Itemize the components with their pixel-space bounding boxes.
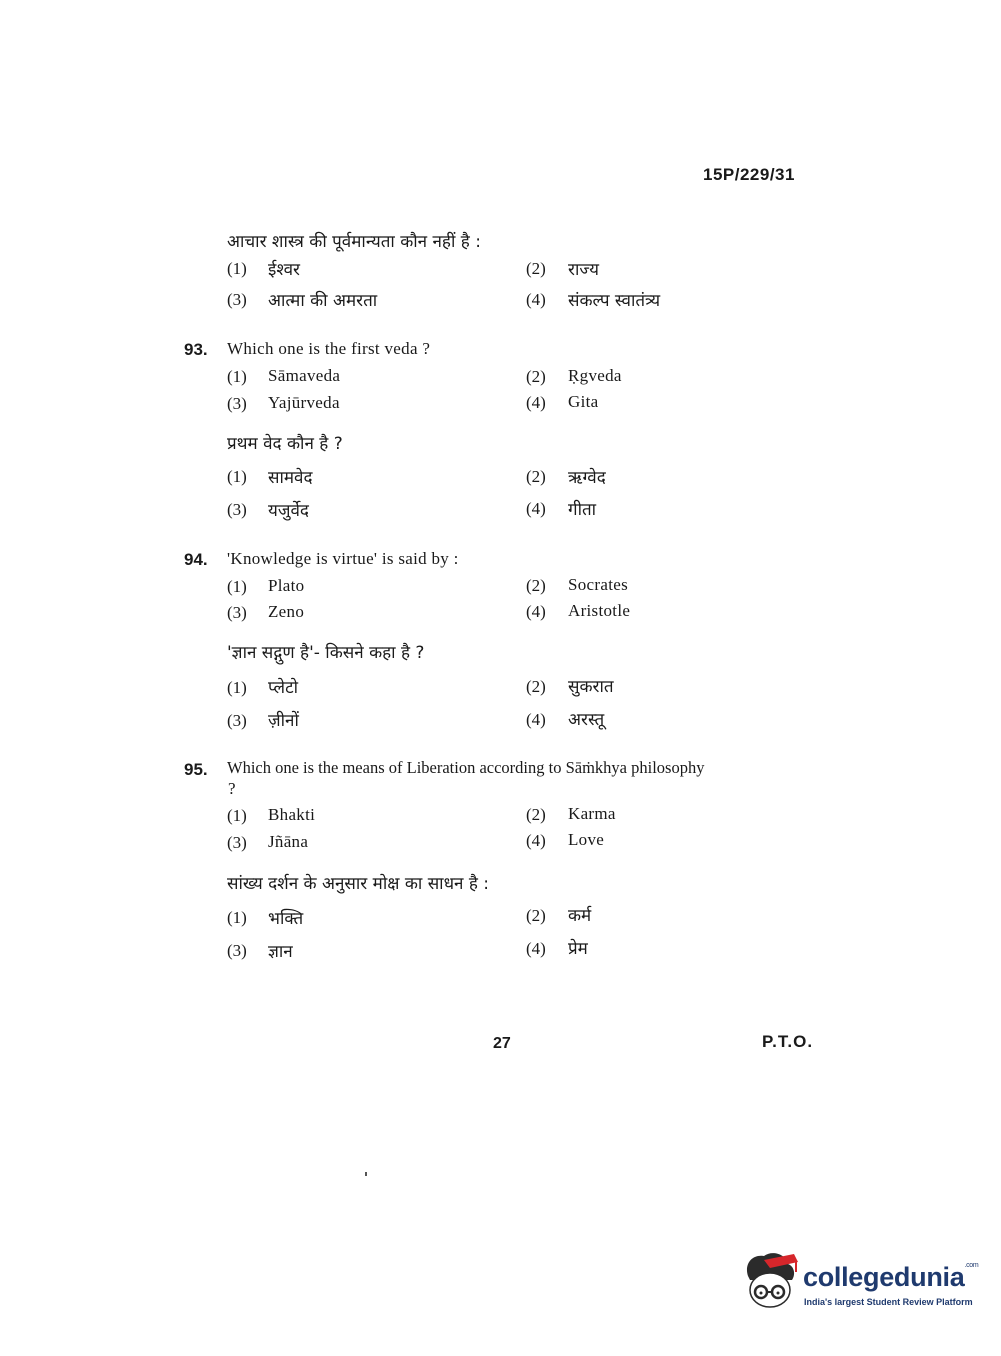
q95-opt1: Bhakti xyxy=(268,805,316,824)
q93-opt4: Gita xyxy=(568,392,599,411)
q93-hi-opt2-num: (2) xyxy=(526,467,546,486)
q94-opt2-num: (2) xyxy=(526,576,546,595)
logo-wordmark xyxy=(803,1262,978,1293)
q95-hi-opt1-num: (1) xyxy=(227,908,247,927)
q93-opt3: Yajūrveda xyxy=(268,393,340,412)
q95-hi-opt3: ज्ञान xyxy=(268,942,293,962)
page-number: 27 xyxy=(493,1035,511,1052)
q95-hi-opt2: कर्म xyxy=(568,906,592,926)
q94-opt3: Zeno xyxy=(268,602,305,621)
q92-hi-opt3-num: (3) xyxy=(227,290,247,309)
q93-hi-opt4: गीता xyxy=(568,500,597,520)
q94-opt1-num: (1) xyxy=(227,577,247,596)
q93-hi-opt3-num: (3) xyxy=(227,500,247,519)
q94-hi-opt4-num: (4) xyxy=(526,710,546,729)
q95-hi-opt3-num: (3) xyxy=(227,941,247,960)
q94-number: 94. xyxy=(184,550,208,569)
q92-hi-opt1-num: (1) xyxy=(227,259,247,278)
q95-opt2-num: (2) xyxy=(526,805,546,824)
q95-hindi-question: सांख्य दर्शन के अनुसार मोक्ष का साधन है : xyxy=(227,874,490,894)
q93-hi-opt2: ऋग्वेद xyxy=(568,468,606,488)
q95-hi-opt4-num: (4) xyxy=(526,939,546,958)
q93-opt1: Sāmaveda xyxy=(268,366,341,385)
mascot-icon xyxy=(742,1250,800,1312)
q93-opt2-num: (2) xyxy=(526,367,546,386)
q94-hi-opt2: सुकरात xyxy=(568,677,614,697)
q93-hi-opt3: यजुर्वेद xyxy=(268,501,309,521)
q95-question-continued: ? xyxy=(228,779,236,798)
q95-opt3: Jñāna xyxy=(268,832,309,851)
q95-opt4: Love xyxy=(568,830,605,849)
q92-hi-opt1: ईश्वर xyxy=(268,260,300,280)
q92-hi-opt4: संकल्प स्वातंत्र्य xyxy=(568,291,661,311)
q92-hi-opt4-num: (4) xyxy=(526,290,546,309)
q94-hi-opt2-num: (2) xyxy=(526,677,546,696)
q95-hi-opt1: भक्ति xyxy=(268,909,304,929)
q93-hi-opt1: सामवेद xyxy=(268,468,313,488)
q95-opt3-num: (3) xyxy=(227,833,247,852)
q94-opt4-num: (4) xyxy=(526,602,546,621)
q92-hindi-question: आचार शास्त्र की पूर्वमान्यता कौन नहीं है : xyxy=(227,232,481,252)
q92-hi-opt2: राज्य xyxy=(568,260,599,280)
q93-hi-opt4-num: (4) xyxy=(526,499,546,518)
q93-opt3-num: (3) xyxy=(227,394,247,413)
paper-code: 15P/229/31 xyxy=(703,165,795,184)
q93-number: 93. xyxy=(184,340,208,359)
q94-opt1: Plato xyxy=(268,576,305,595)
q94-hi-opt3: ज़ीनों xyxy=(268,711,299,731)
q93-opt4-num: (4) xyxy=(526,393,546,412)
q94-hi-opt3-num: (3) xyxy=(227,711,247,730)
logo-name: collegedunia xyxy=(803,1262,965,1292)
q94-hindi-question: 'ज्ञान सद्गुण है'- किसने कहा है ? xyxy=(227,643,425,663)
q95-hi-opt2-num: (2) xyxy=(526,906,546,925)
q93-question: Which one is the first veda ? xyxy=(227,339,431,358)
q92-hi-opt3: आत्मा की अमरता xyxy=(268,291,378,311)
q93-hindi-question: प्रथम वेद कौन है ? xyxy=(227,434,343,454)
q92-hi-opt2-num: (2) xyxy=(526,259,546,278)
q95-opt1-num: (1) xyxy=(227,806,247,825)
pto-label: P.T.O. xyxy=(762,1032,814,1051)
q95-number: 95. xyxy=(184,760,208,779)
q95-question: Which one is the means of Liberation according to Sāṁkhya philosophy xyxy=(227,758,705,777)
scan-speck xyxy=(365,1172,367,1176)
q94-hi-opt4: अरस्तू xyxy=(568,710,605,730)
logo-tagline: India's largest Student Review Platform xyxy=(804,1297,973,1307)
q94-opt4: Aristotle xyxy=(568,601,631,620)
q94-hi-opt1: प्लेटो xyxy=(268,678,299,698)
q93-opt2: Ṛgveda xyxy=(568,366,622,385)
q94-opt3-num: (3) xyxy=(227,603,247,622)
q95-hi-opt4: प्रेम xyxy=(568,939,588,959)
q95-opt4-num: (4) xyxy=(526,831,546,850)
q94-question: 'Knowledge is virtue' is said by : xyxy=(227,549,459,568)
q94-opt2: Socrates xyxy=(568,575,628,594)
q94-hi-opt1-num: (1) xyxy=(227,678,247,697)
q93-hi-opt1-num: (1) xyxy=(227,467,247,486)
q95-opt2: Karma xyxy=(568,804,616,823)
logo-suffix: .com xyxy=(964,1262,979,1269)
q93-opt1-num: (1) xyxy=(227,367,247,386)
